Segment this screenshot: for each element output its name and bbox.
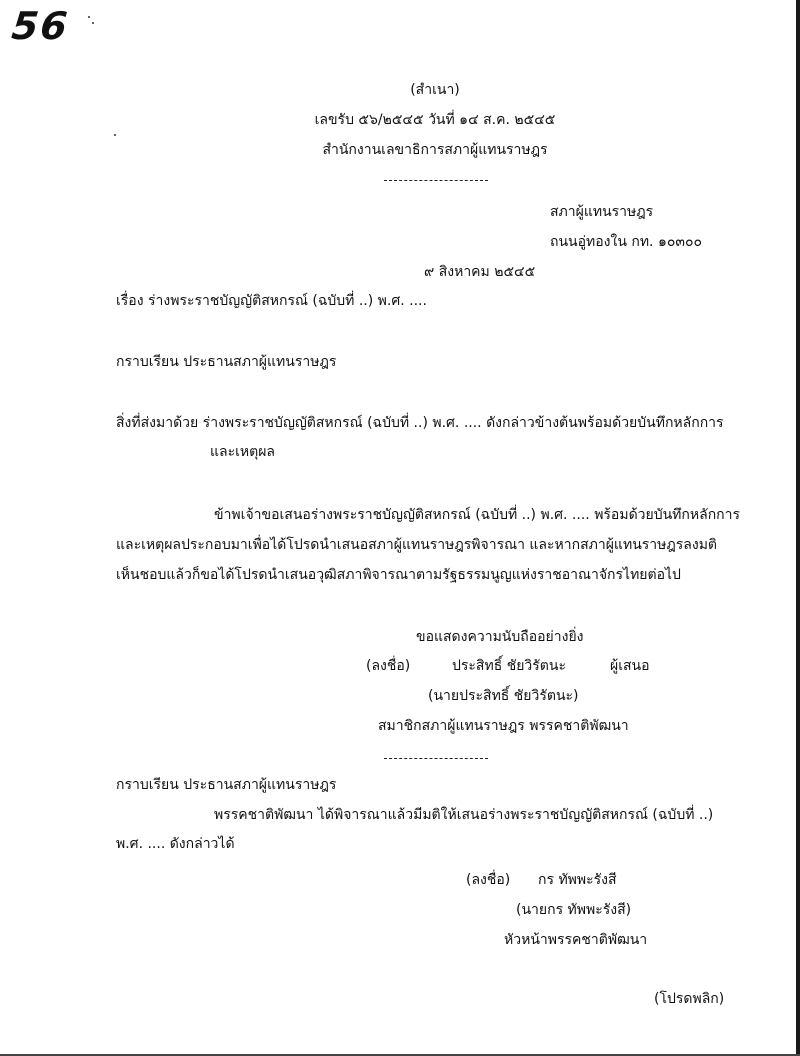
- signature-1-position: สมาชิกสภาผู้แทนราษฎร พรรคชาติพัฒนา: [378, 718, 629, 734]
- endorsement-salutation: กราบเรียน ประธานสภาผู้แทนราษฎร: [116, 777, 337, 793]
- letter-date: ๙ สิงหาคม ๒๕๔๕: [424, 264, 536, 280]
- body-line-1: ข้าพเจ้าขอเสนอร่างพระราชบัญญัติสหกรณ์ (ฉบับที่ ..) พ.ศ. .... พร้อมด้วยบันทึกหลักการ: [214, 507, 741, 523]
- signature-2-name: กร ทัพพะรังสี: [538, 872, 617, 888]
- body-line-2: และเหตุผลประกอบมาเพื่อได้โปรดนำเสนอสภาผู้แทนราษฎรพิจารณา และหากสภาผู้แทนราษฎรลงมติ: [116, 537, 718, 553]
- office-name: สำนักงานเลขาธิการสภาผู้แทนราษฎร: [322, 142, 548, 158]
- signature-2-printed-name: (นายกร ทัพพะรังสี): [516, 902, 632, 918]
- scan-speck: [92, 22, 94, 24]
- separator: [384, 758, 488, 759]
- subject-line: เรื่อง ร่างพระราชบัญญัติสหกรณ์ (ฉบับที่ ..) พ.ศ. ....: [116, 293, 427, 309]
- signature-1-label: (ลงชื่อ): [366, 658, 411, 674]
- enclosure-line-2: และเหตุผล: [210, 444, 276, 460]
- enclosure-line-1: สิ่งที่ส่งมาด้วย ร่างพระราชบัญญัติสหกรณ์ (ฉบับที่ ..) พ.ศ. .... ดังกล่าวข้างต้นพร้อมด้วยบันทึกหลักการ: [116, 415, 724, 431]
- signature-1-printed-name: (นายประสิทธิ์ ชัยวิรัตนะ): [428, 688, 579, 704]
- copy-label: (สำเนา): [410, 82, 460, 98]
- scan-speck: [114, 134, 116, 136]
- endorsement-line-1: พรรคชาติพัฒนา ได้พิจารณาแล้วมีมติให้เสนอร่างพระราชบัญญัติสหกรณ์ (ฉบับที่ ..): [214, 807, 714, 823]
- separator: [384, 180, 488, 181]
- body-line-3: เห็นชอบแล้วก็ขอได้โปรดนำเสนอวุฒิสภาพิจารณาตามรัฐธรรมนูญแห่งราชอาณาจักรไทยต่อไป: [116, 567, 681, 583]
- signature-1-name: ประสิทธิ์ ชัยวิรัตนะ: [452, 658, 566, 674]
- signature-2-position: หัวหน้าพรรคชาติพัฒนา: [504, 932, 648, 948]
- salutation: กราบเรียน ประธานสภาผู้แทนราษฎร: [116, 354, 337, 370]
- receipt-line: เลขรับ ๕๖/๒๕๔๕ วันที่ ๑๔ ส.ค. ๒๕๔๕: [314, 112, 556, 128]
- address-line-2: ถนนอู่ทองใน กท. ๑๐๓๐๐: [550, 234, 703, 250]
- please-turn-over-note: (โปรดพลิก): [654, 991, 725, 1007]
- closing: ขอแสดงความนับถืออย่างยิ่ง: [416, 629, 584, 645]
- scan-edge: [796, 0, 800, 1056]
- address-line-1: สภาผู้แทนราษฎร: [550, 204, 654, 220]
- signature-2-label: (ลงชื่อ): [466, 872, 511, 888]
- handwritten-page-number: 56: [9, 4, 72, 48]
- endorsement-line-2: พ.ศ. .... ดังกล่าวได้: [116, 836, 235, 852]
- signature-1-role: ผู้เสนอ: [610, 658, 650, 674]
- scan-speck: [88, 16, 90, 18]
